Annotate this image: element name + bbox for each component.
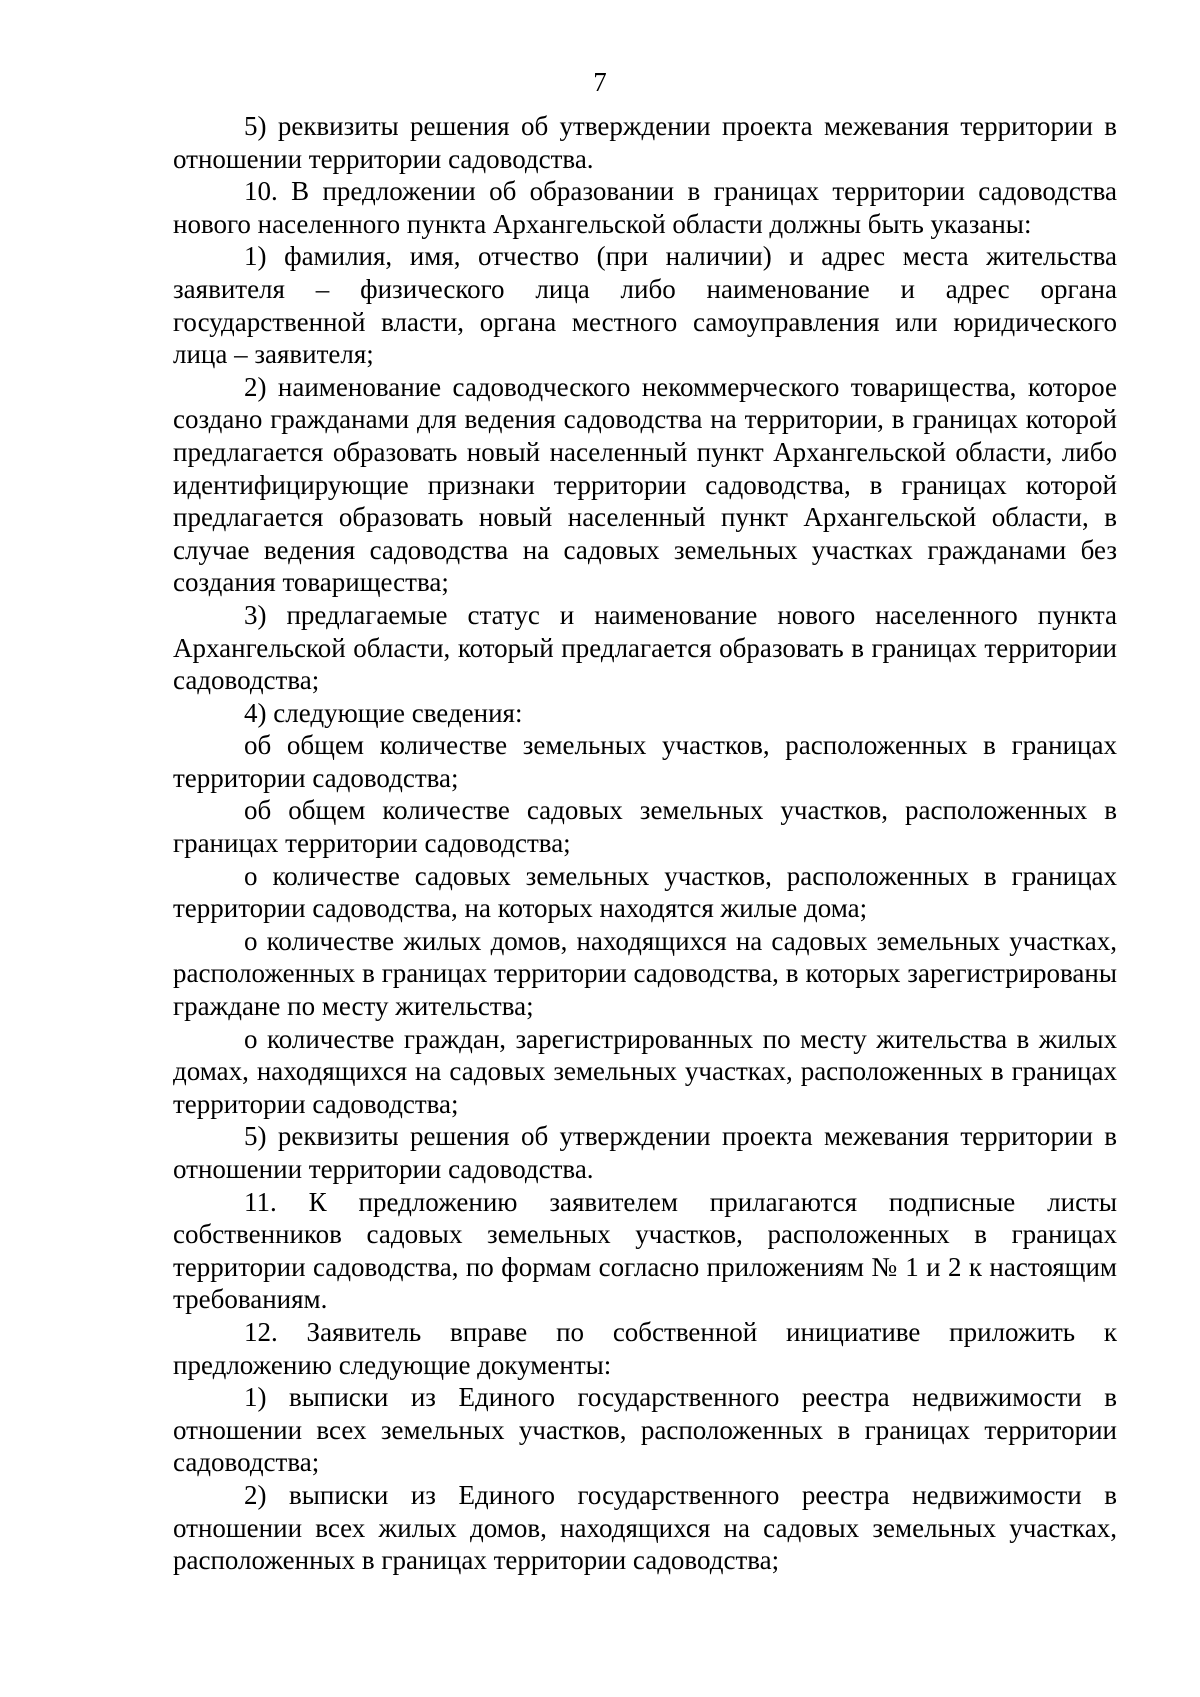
paragraph-10-item-1: 1) фамилия, имя, отчество (при наличии) и адрес места жительства заявителя – физического лица либо наименование и адрес органа государственной власти, органа местного самоуправления или юридического лица – заявителя; (173, 241, 1117, 370)
paragraph-12: 12. Заявитель вправе по собственной инициативе приложить к предложению следующие документы: (173, 1316, 1117, 1380)
info-total-garden-plots: об общем количестве садовых земельных участков, расположенных в границах территории садоводства; (173, 795, 1117, 859)
paragraph-11: 11. К предложению заявителем прилагаются подписные листы собственников садовых земельных участков, расположенных в границах территории садоводства, по формам согласно приложениям № 1 и 2 к настоящим требованиям. (173, 1186, 1117, 1315)
document-body (173, 110, 1117, 1577)
paragraph-12-item-2: 2) выписки из Единого государственного реестра недвижимости в отношении всех жилых домов, находящихся на садовых земельных участках, расположенных в границах территории садоводства; (173, 1479, 1117, 1576)
paragraph-10-item-3: 3) предлагаемые статус и наименование нового населенного пункта Архангельской области, который предлагается образовать в границах территории садоводства; (173, 599, 1117, 696)
paragraph-5-requisites: 5) реквизиты решения об утверждении проекта межевания территории в отношении территории садоводства. (173, 111, 1117, 174)
paragraph-10-item-2: 2) наименование садоводческого некоммерческого товарищества, которое создано гражданами для ведения садоводства на территории, в границах которой предлагается образовать новый населенный пункт Архангельской области, либо идентифицирующие признаки территории садоводства, в границах которой предлагается образовать новый населенный пункт Архангельской области, в случае ведения садоводства на садовых земельных участках гражданами без создания товарищества; (173, 371, 1117, 598)
paragraph-10-item-4: 4) следующие сведения: (244, 697, 523, 728)
info-plots-with-houses: о количестве садовых земельных участков, расположенных в границах территории садоводства, на которых находятся жилые дома; (173, 860, 1117, 924)
paragraph-10-item-5: 5) реквизиты решения об утверждении проекта межевания территории в отношении территории садоводства. (173, 1121, 1117, 1184)
page-number: 7 (593, 67, 607, 97)
paragraph-10: 10. В предложении об образовании в границах территории садоводства нового населенного пункта Архангельской области должны быть указаны: (173, 176, 1117, 239)
info-total-land-plots: об общем количестве земельных участков, расположенных в границах территории садоводства; (173, 730, 1117, 793)
info-registered-citizens: о количестве граждан, зарегистрированных по месту жительства в жилых домах, находящихся на садовых земельных участках, расположенных в границах территории садоводства; (173, 1023, 1117, 1119)
info-houses-registered: о количестве жилых домов, находящихся на садовых земельных участках, расположенных в границах территории садоводства, в которых зарегистрированы граждане по месту жительства; (173, 925, 1117, 1022)
paragraph-12-item-1: 1) выписки из Единого государственного реестра недвижимости в отношении всех земельных участков, расположенных в границах территории садоводства; (173, 1382, 1117, 1478)
